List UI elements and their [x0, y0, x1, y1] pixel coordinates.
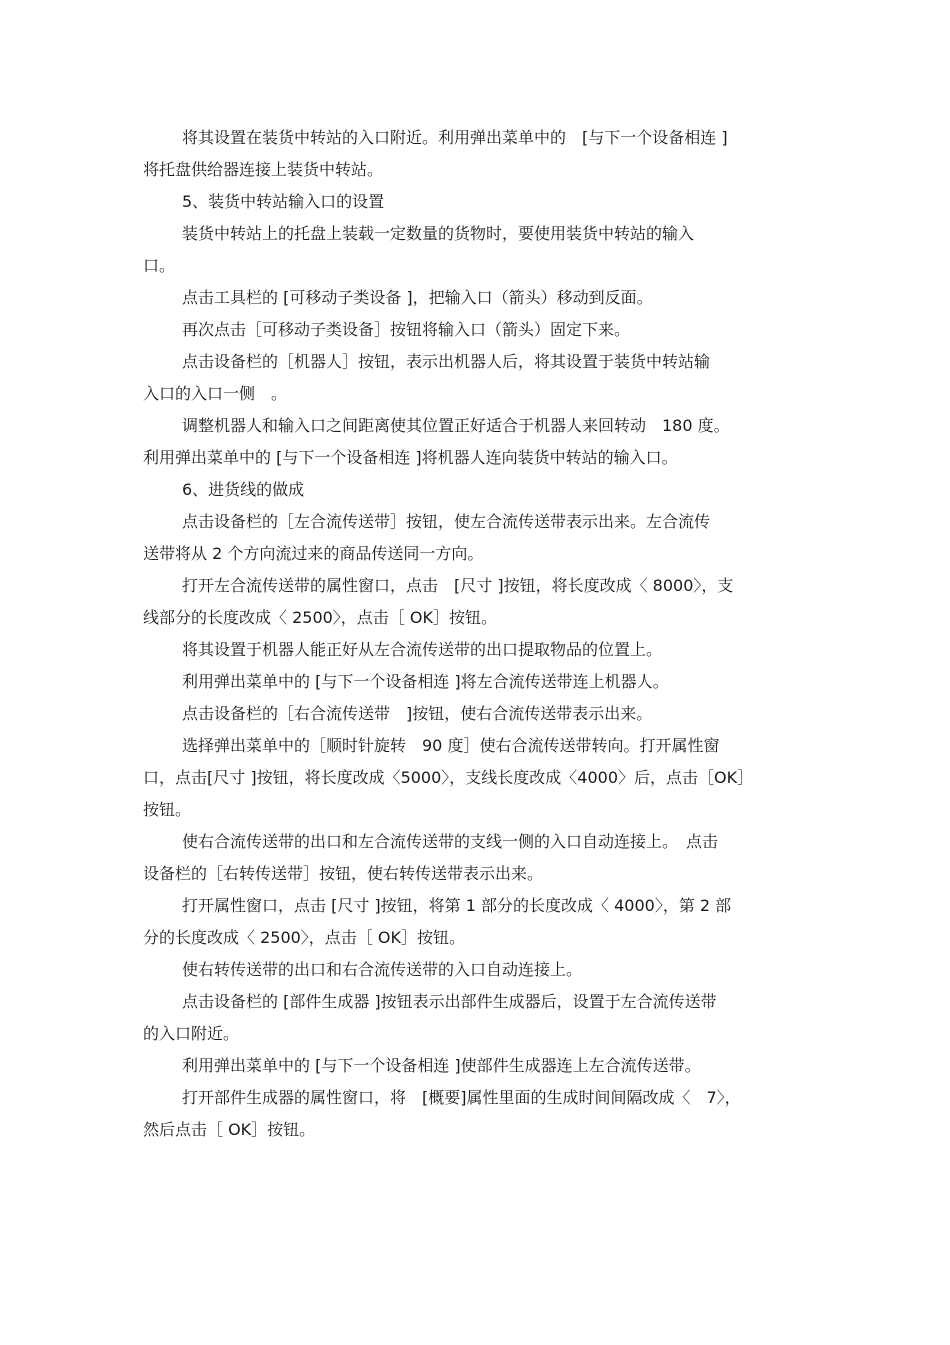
paragraph: 打开属性窗口，点击 [尺寸 ]按钮，将第 1 部分的长度改成〈 4000〉，第 2 部 分的长度改成〈 2500〉，点击［ OK］按钮。 — [143, 896, 732, 947]
paragraph: 点击设备栏的［右合流传送带 ]按钮，使右合流传送带表示出来。 — [182, 704, 653, 723]
paragraph: 将其设置于机器人能正好从左合流传送带的出口提取物品的位置上。 — [182, 640, 663, 659]
section-heading: 5、装货中转站输入口的设置 — [182, 192, 385, 211]
paragraph: 使右转传送带的出口和右合流传送带的入口自动连接上。 — [182, 960, 583, 979]
paragraph: 点击设备栏的［机器人］按钮，表示出机器人后，将其设置于装货中转站输 入口的入口一侧 。 — [143, 352, 711, 403]
paragraph: 调整机器人和输入口之间距离使其位置正好适合于机器人来回转动 180 度。 利用弹出菜单中的 [与下一个设备相连 ]将机器人连向装货中转站的输入口。 — [143, 416, 730, 467]
section-heading: 6、进货线的做成 — [182, 480, 305, 499]
paragraph: 点击工具栏的 [可移动子类设备 ]，把输入口（箭头）移动到反面。 — [182, 288, 653, 307]
document-body — [143, 122, 808, 1146]
paragraph: 选择弹出菜单中的［顺时针旋转 90 度］使右合流传送带转向。打开属性窗 口，点击[尺寸 ]按钮，将长度改成〈5000〉，支线长度改成〈4000〉后，点击［OK］ 按钮。 — [143, 736, 754, 819]
paragraph: 将其设置在装货中转站的入口附近。利用弹出菜单中的 [与下一个设备相连 ] 将托盘供给器连接上装货中转站。 — [143, 128, 728, 179]
paragraph: 装货中转站上的托盘上装载一定数量的货物时，要使用装货中转站的输入 口。 — [143, 224, 695, 275]
paragraph: 利用弹出菜单中的 [与下一个设备相连 ]使部件生成器连上左合流传送带。 — [182, 1056, 701, 1075]
paragraph: 打开左合流传送带的属性窗口，点击 [尺寸 ]按钮，将长度改成〈 8000〉，支 线部分的长度改成〈 2500〉，点击［ OK］按钮。 — [143, 576, 734, 627]
paragraph: 点击设备栏的［左合流传送带］按钮，使左合流传送带表示出来。左合流传 送带将从 2 个方向流过来的商品传送同一方向。 — [143, 512, 711, 563]
paragraph: 打开部件生成器的属性窗口，将 [概要]属性里面的生成时间间隔改成〈 7〉， 然后点击［ OK］按钮。 — [143, 1088, 741, 1139]
paragraph: 点击设备栏的 [部件生成器 ]按钮表示出部件生成器后，设置于左合流传送带 的入口附近。 — [143, 992, 717, 1043]
paragraph: 再次点击［可移动子类设备］按钮将输入口（箭头）固定下来。 — [182, 320, 631, 339]
paragraph: 使右合流传送带的出口和左合流传送带的支线一侧的入口自动连接上。 点击 设备栏的［右转传送带］按钮，使右转传送带表示出来。 — [143, 832, 719, 883]
paragraph: 利用弹出菜单中的 [与下一个设备相连 ]将左合流传送带连上机器人。 — [182, 672, 669, 691]
